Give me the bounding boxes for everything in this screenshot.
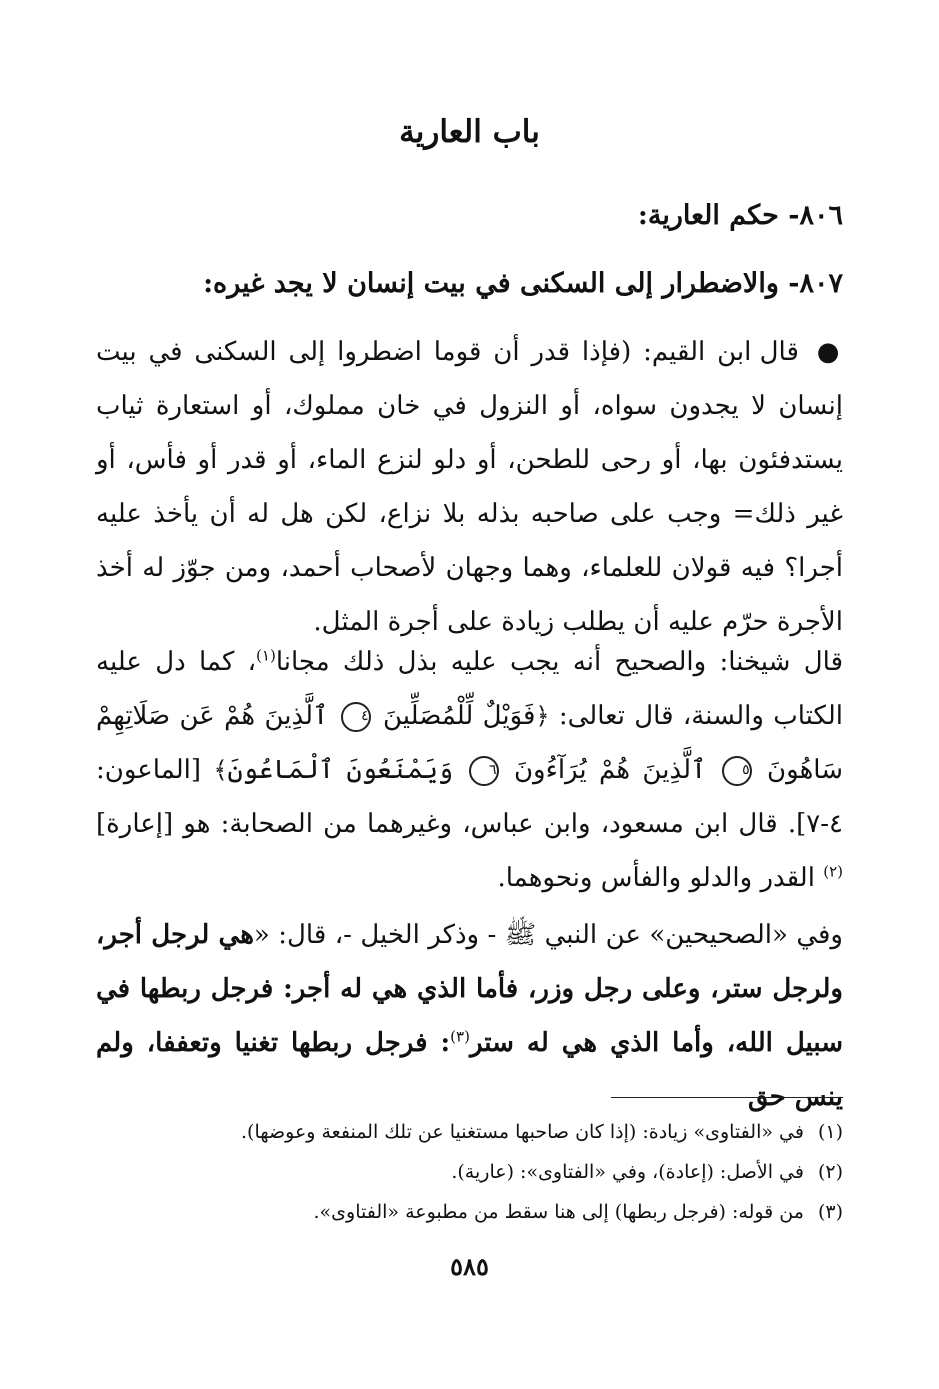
footnote-text: في الأصل: (إعادة)، وفي «الفتاوى»: (عارية). bbox=[451, 1161, 804, 1183]
heading-number: ٨٠٦ bbox=[799, 200, 843, 231]
aya-number-marker: ٦ bbox=[469, 756, 499, 786]
paragraph-text: وفي «الصحيحين» عن النبي ﷺ - وذكر الخيل -، قال: « bbox=[253, 920, 843, 950]
quran-verse-2: ٱلَّذِينَ هُمْ عَن صَلَاتِهِمْ سَاهُونَ bbox=[96, 701, 843, 785]
quran-verse-3: ٱلَّذِينَ هُمْ يُرَآءُونَ bbox=[513, 755, 707, 785]
hadith-text-bold: : فرجل ربطها تغنيا وتعففا، ولم ينس حق bbox=[96, 1028, 843, 1112]
page-number: ٥٨٥ bbox=[450, 1252, 489, 1281]
paragraph-text: . قال ابن مسعود، وابن عباس، وغيرهما من الصحابة: هو [إعارة] bbox=[96, 809, 797, 839]
heading-dash: - bbox=[778, 268, 800, 299]
paragraph-text: قال ابن القيم: (فإذا قدر أن قوما اضطروا إلى السكنى في بيت إنسان لا يجدون سواه، أو النزول في خان مملوك، أو استعارة ثياب يستدفئون بها، أو رحى للطحن، أو دلو لنزع الماء، أو قدر أو فأس، أو غير ذلك= وجب على صاحبه بذله بلا نزاع، لكن هل له أن يأخذ عليه أجرا؟ فيه قولان للعلماء، وهما وجهان لأصحاب أحمد، ومن جوّز له أخذ الأجرة حرّم عليه أن يطلب زيادة على أجرة المثل. bbox=[96, 337, 844, 637]
footnote-divider bbox=[611, 1097, 843, 1098]
paragraph-sahihayn bbox=[96, 908, 844, 1112]
footnote-text: من قوله: (فرجل ربطها) إلى هنا سقط من مطبوعة «الفتاوى». bbox=[313, 1201, 804, 1223]
footnote-2 bbox=[96, 1152, 843, 1192]
footnote-3 bbox=[96, 1192, 843, 1232]
paragraph-text: قال شيخنا: والصحيح أنه يجب عليه بذل ذلك مجانا bbox=[275, 647, 843, 677]
quran-verse-4: وَيَمْنَعُونَ ٱلْمَاعُونَ bbox=[227, 755, 454, 785]
heading-number: ٨٠٧ bbox=[799, 268, 843, 299]
paragraph-text: ، كما دل عليه الكتاب والسنة، قال تعالى: bbox=[96, 647, 844, 731]
chapter-title: باب العارية bbox=[399, 114, 540, 150]
quran-verse-1: فَوَيْلٌ لِّلْمُصَلِّينَ bbox=[382, 701, 536, 731]
heading-text: حكم العارية: bbox=[637, 200, 779, 231]
hadith-text-bold: هي لرجل أجر، ولرجل ستر، وعلى رجل وزر، فأما الذي هي له أجر: فرجل ربطها في سبيل الله، وأما الذي هي له ستر bbox=[96, 920, 844, 1058]
paragraph-text: القدر والدلو والفأس ونحوهما. bbox=[497, 863, 824, 893]
quran-reference: [الماعون: ٤-٧] bbox=[96, 755, 843, 839]
heading-dash: - bbox=[778, 200, 800, 231]
heading-806 bbox=[96, 196, 843, 236]
aya-number-marker: ٥ bbox=[722, 756, 752, 786]
footnote-ref-3[interactable]: (٣) bbox=[450, 1027, 470, 1046]
aya-number-marker: ٤ bbox=[341, 702, 371, 732]
quran-close-brace: ﴾ bbox=[213, 756, 228, 784]
paragraph-ibn-qayyim bbox=[96, 325, 844, 637]
footnote-number: (١) bbox=[817, 1121, 843, 1143]
footnotes bbox=[96, 1112, 843, 1232]
footnote-ref-1[interactable]: (١) bbox=[256, 646, 276, 665]
footnote-number: (٢) bbox=[817, 1161, 843, 1183]
footnote-number: (٣) bbox=[817, 1201, 843, 1223]
footnote-text: في «الفتاوى» زيادة: (إذا كان صاحبها مستغنيا عن تلك المنفعة وعوضها). bbox=[241, 1121, 804, 1143]
heading-text: والاضطرار إلى السكنى في بيت إنسان لا يجد غيره: bbox=[203, 268, 779, 299]
footnote-ref-2[interactable]: (٢) bbox=[823, 862, 843, 881]
paragraph-shaykh bbox=[96, 635, 843, 905]
footnote-1 bbox=[96, 1112, 843, 1152]
heading-807 bbox=[96, 264, 843, 304]
bullet-icon: ● bbox=[816, 337, 844, 367]
quran-open-brace: ﴿ bbox=[535, 702, 550, 730]
